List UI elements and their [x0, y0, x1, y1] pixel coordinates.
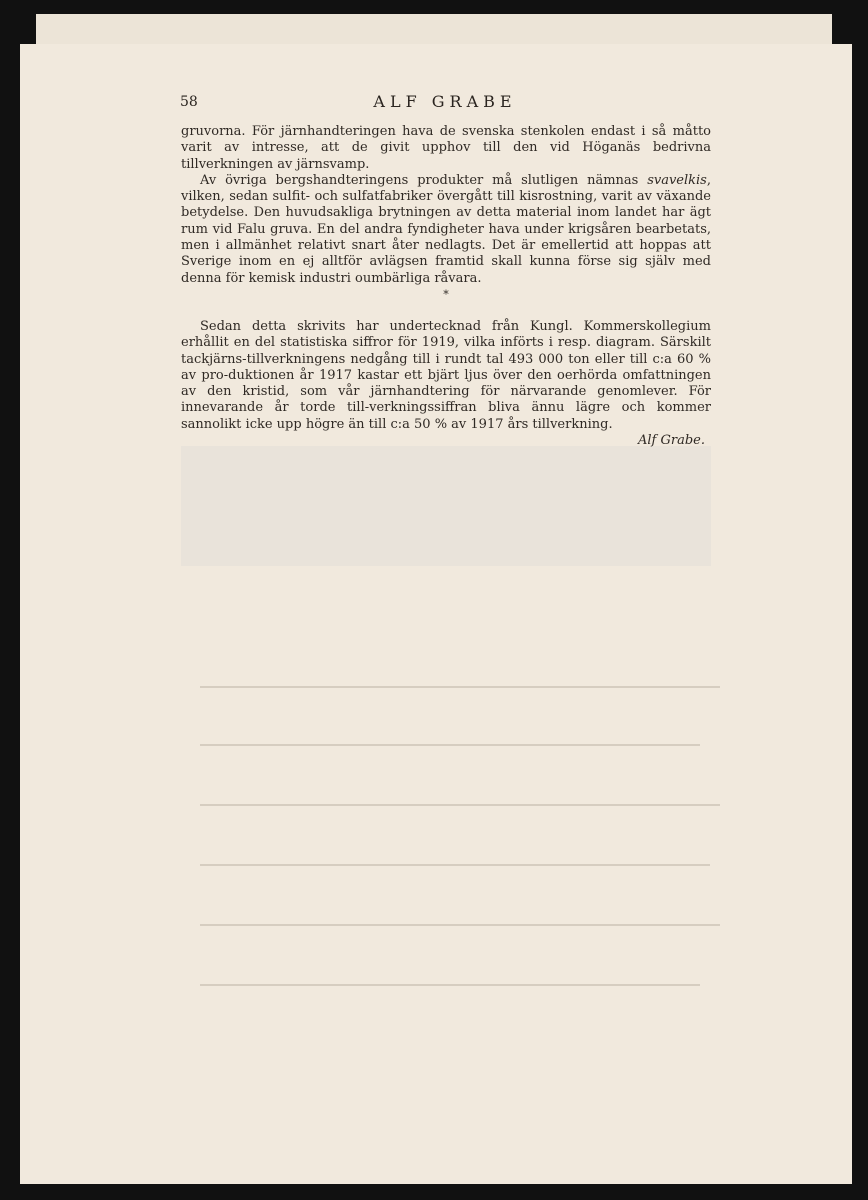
paragraph-3: Sedan detta skrivits har undertecknad från Kungl. Kommerskollegium erhållit en del statistiska siffror för 1919, vilka införts i resp. diagram. Särskilt tackjärns-tillverkningens nedgång till i rundt tal 493 000 ton eller till c:a 60 % av pro-duktionen år 1917 kastar ett bjärt ljus över den oerhörda omfattningen av den kristid, som vår järnhandtering för närvarande genomlever. För innevarande år torde till-verkningssiffran bliva ännu lägre och kommer sannolikt icke upp högre än till c:a 50 % av 1917 års tillverkning. — [181, 318, 711, 432]
page-header — [180, 92, 710, 116]
paragraph-2-italic: svavelkis — [647, 172, 707, 188]
faded-area — [181, 446, 711, 566]
section-separator: * — [443, 287, 449, 301]
paragraph-2 — [181, 173, 711, 287]
signature: Alf Grabe. — [638, 433, 705, 449]
bleed-through-line — [200, 984, 700, 986]
running-head: ALF GRABE — [373, 92, 517, 111]
paragraph-1: gruvorna. För järnhandteringen hava de svenska stenkolen endast i så måtto varit av intresse, att de givit upphov till den vid Höganäs bedrivna tillverkningen av järnsvamp. — [181, 124, 711, 172]
bleed-through-line — [200, 744, 700, 746]
bleed-through-line — [200, 686, 720, 688]
paragraph-2-end: , vilken, sedan sulfit- och sulfatfabriker övergått till kisrostning, varit av växande betydelse. Den huvudsakliga brytningen av detta material inom landet har ägt rum vid Falu gruva. En del andra fyndigheter hava under krigsåren bearbetats, men i allmänhet relativt snart åter nedlagts. Det är emellertid att hoppas att Sverige inom en ej alltför avlägsen framtid skall kunna förse sig själv med denna för kemisk industri oumbärliga råvara. — [181, 172, 711, 286]
bleed-through-line — [200, 924, 720, 926]
spacer — [181, 303, 711, 319]
bleed-through-line — [200, 864, 710, 866]
bleed-through-line — [200, 804, 720, 806]
body-text — [181, 124, 711, 449]
paragraph-2-start: Av övriga bergshandteringens produkter må slutligen nämnas — [200, 172, 648, 188]
page-number: 58 — [180, 94, 198, 110]
